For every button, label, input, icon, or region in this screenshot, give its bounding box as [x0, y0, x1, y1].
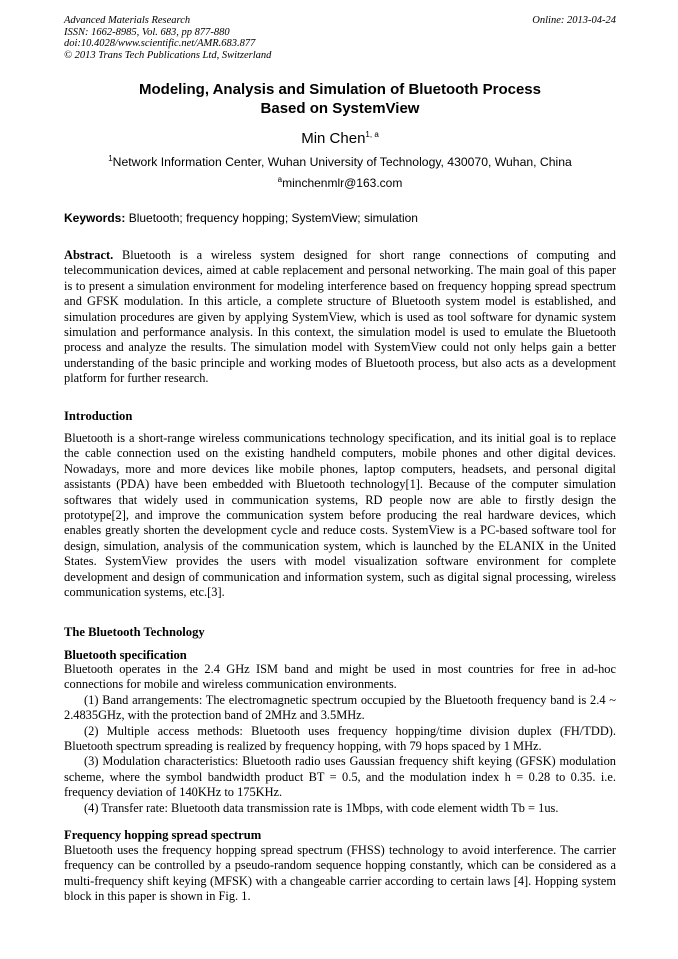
- introduction-body: [64, 431, 616, 600]
- author: [64, 130, 616, 148]
- abstract-text: Bluetooth is a wireless system designed for short range connections of computing and telecommunication devices, aimed at cable replacement and personal networking. The main goal of this paper is to present a simulation environment for modeling interference based on frequency hopping spread spectrum and GFSK modulation. In this article, a complete structure of Bluetooth system model is established, and simulation procedures are given by applying SystemView, which is used as tool software for dynamic system simulation and performance analysis. In this context, the simulation model is used to emulate the Bluetooth process and analyze the results. The simulation model with SystemView could not only helps gain a better understanding of the basic principle and working modes of Bluetooth process, but also acts as a development platform for further research.: [64, 248, 616, 386]
- bluetooth-technology-heading: The Bluetooth Technology: [64, 625, 205, 639]
- title-line-1: Modeling, Analysis and Simulation of Bluetooth Process: [139, 81, 541, 98]
- author-email: [64, 176, 616, 191]
- affiliation: [64, 155, 616, 170]
- frequency-hopping-paragraph: Bluetooth uses the frequency hopping spread spectrum (FHSS) technology to avoid interference. The carrier frequency can be controlled by a pseudo-random sequence hopping constantly, which can be considered as a multi-frequency shift keying (MFSK) with a changeable carrier according to certain laws [4]. Hopping system block in this paper is shown in Fig. 1.: [64, 843, 616, 904]
- spec-item-2: (2) Multiple access methods: Bluetooth uses frequency hopping/time division duplex (FH/TDD). Bluetooth spectrum spreading is realized by frequency hopping, with 79 hops spaced by 1 MHz.: [64, 723, 616, 754]
- affiliation-text: Network Information Center, Wuhan University of Technology, 430070, Wuhan, China: [112, 155, 572, 169]
- keywords: [64, 211, 616, 226]
- bluetooth-specification-heading: Bluetooth specification: [64, 648, 187, 662]
- email-text: minchenmlr@163.com: [282, 176, 403, 190]
- title-line-2: Based on SystemView: [260, 100, 420, 117]
- frequency-hopping-body: [64, 843, 616, 905]
- author-name: Min Chen: [301, 130, 366, 147]
- bluetooth-specification-body: [64, 662, 616, 816]
- affiliation-superscript: 1: [108, 153, 113, 163]
- online-date: Online: 2013-04-24: [532, 15, 616, 26]
- spec-item-4: (4) Transfer rate: Bluetooth data transmission rate is 1Mbps, with code element width Tb = 1us.: [84, 800, 559, 815]
- paper-title: [64, 80, 616, 118]
- keywords-text: Bluetooth; frequency hopping; SystemView; simulation: [128, 211, 418, 225]
- spec-item-3: (3) Modulation characteristics: Bluetooth radio uses Gaussian frequency shift keying (GFSK) modulation scheme, where the symbol bandwidth product BT = 0.5, and the modulation index h = 0.28 to 0.35. i.e. frequency deviation of 140KHz to 175KHz.: [64, 754, 616, 800]
- journal-name: Advanced Materials Research: [64, 15, 191, 26]
- introduction-paragraph: Bluetooth is a short-range wireless communications technology specification, and its initial goal is to replace the cable connection used on the existing handheld computers, mobile phones and other digital devices. Nowadays, more and more devices like mobile phones, laptop computers, headsets, and personal digital assistants (PDA) have been embedded with Bluetooth technology[1]. Because of the computer simulation softwares that widely used in communication systems, RD people now are able to firstly design the prototype[2], and improve the communication system before producing the real hardware devices, which enables greatly shorten the development cycle and reduce costs. SystemView is a PC-based software tool for design, simulation, analysis of the communication system, which is launched by the ELANIX in the United States. SystemView provides the users with model visualization software environment for complete development and design of communication and information system, such as digital signal processing, wireless communication systems, etc.[3].: [64, 431, 616, 600]
- frequency-hopping-heading: Frequency hopping spread spectrum: [64, 828, 262, 842]
- abstract-label: Abstract.: [64, 248, 114, 262]
- issn-line: ISSN: 1662-8985, Vol. 683, pp 877-880: [64, 26, 230, 38]
- copyright-line: © 2013 Trans Tech Publications Ltd, Switzerland: [64, 49, 272, 61]
- journal-header: [64, 15, 616, 61]
- author-superscript: 1, a: [365, 130, 379, 139]
- keywords-label: Keywords:: [64, 211, 126, 225]
- spec-intro-paragraph: Bluetooth operates in the 2.4 GHz ISM band and might be used in most countries for free in ad-hoc connections for mobile and wireless communication environments.: [64, 662, 616, 692]
- email-superscript: a: [277, 175, 283, 184]
- introduction-heading: Introduction: [64, 409, 133, 423]
- spec-item-1: (1) Band arrangements: The electromagnetic spectrum occupied by the Bluetooth frequency band is 2.4 ~ 2.4835GHz, with the protection band of 2MHz and 3.5MHz.: [64, 692, 616, 723]
- doi-line: doi:10.4028/www.scientific.net/AMR.683.877: [64, 38, 256, 49]
- abstract: [64, 248, 616, 387]
